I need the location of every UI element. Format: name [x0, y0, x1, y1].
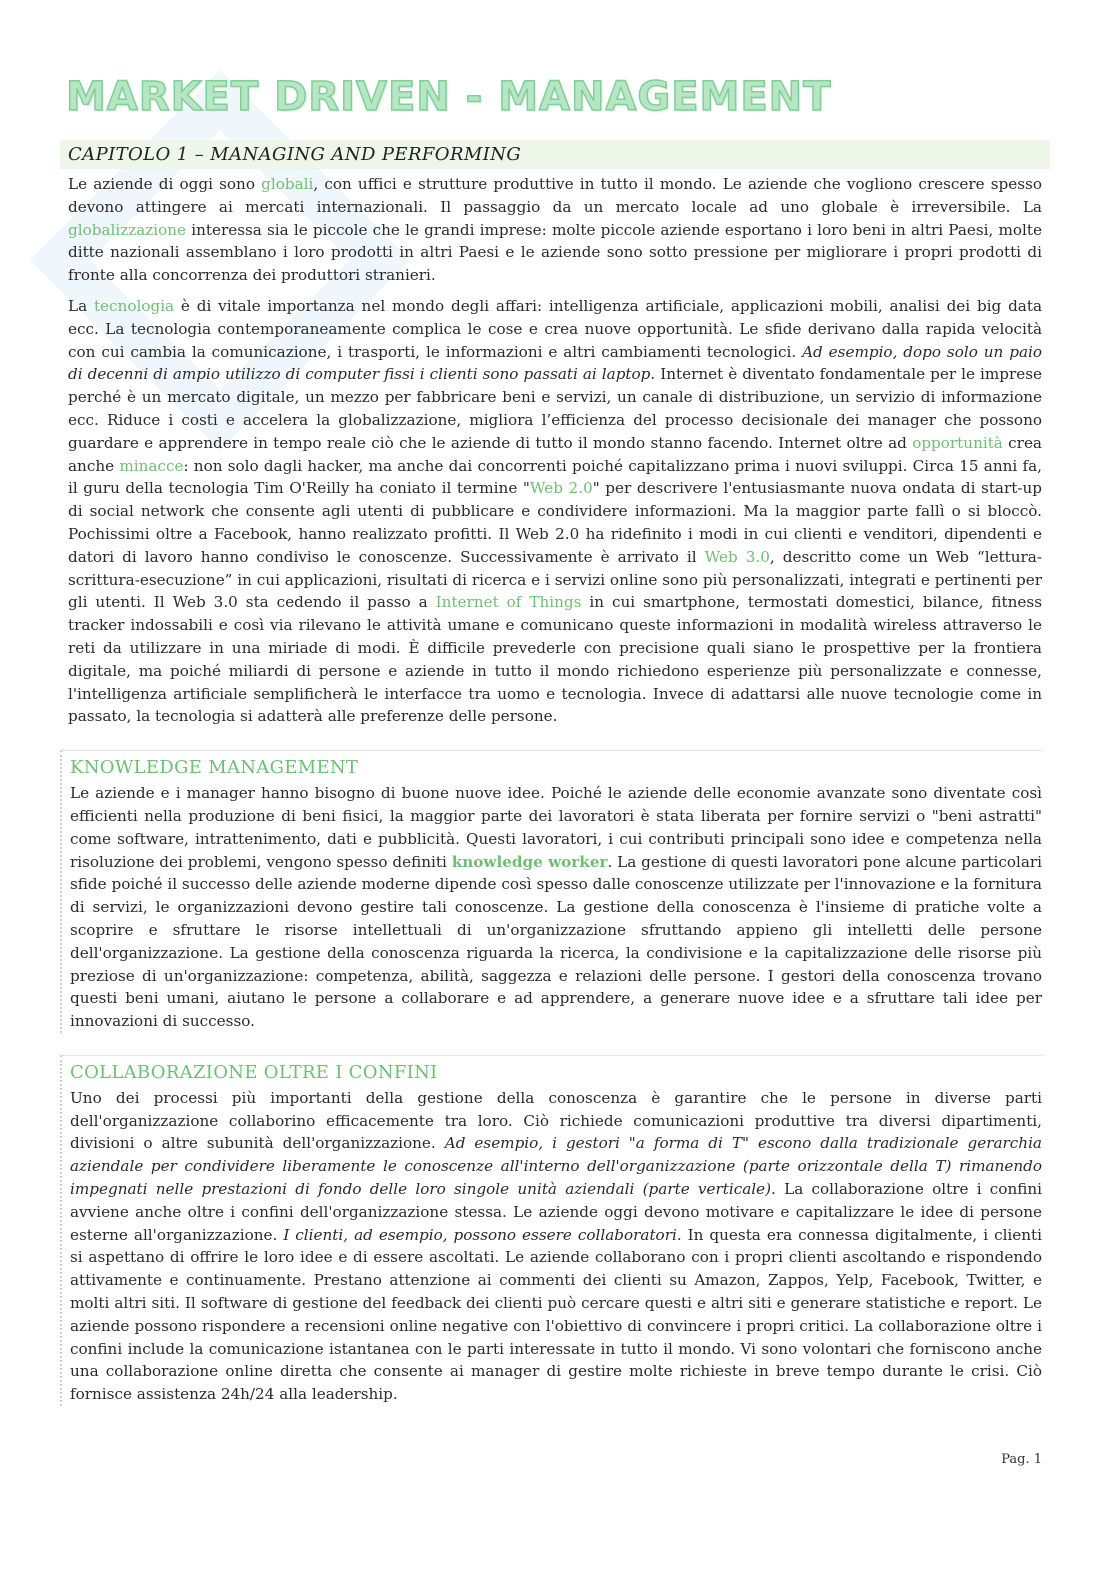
keyword-internet-of-things: Internet of Things — [435, 593, 582, 612]
section-knowledge-management — [60, 750, 1042, 1033]
keyword-knowledge-worker: knowledge worker — [451, 852, 608, 871]
document-body — [68, 140, 1042, 1414]
keyword-web-3: Web 3.0 — [704, 547, 770, 566]
intro-paragraph-globalization: Le aziende di oggi sono globali, con uffici e strutture produttive in tutto il mondo. Le aziende che vogliono crescere spesso devono attingere ai mercati internazionali. Il passaggio da un mercato locale ad uno globale è irreversibile. La globalizzazione interessa sia le piccole che le grandi imprese: molte piccole aziende esportano i loro beni in altri Paesi, molte ditte nazionali assemblano i loro prodotti in altri Paesi e le aziende sono sotto pressione per migliorare i propri prodotti di fronte alla concorrenza dei produttori stranieri. — [68, 175, 1042, 285]
keyword-globali: globali — [261, 175, 314, 193]
keyword-globalizzazione: globalizzazione — [68, 220, 187, 239]
section-collaborazione — [60, 1055, 1042, 1406]
chapter-heading: CAPITOLO 1 – MANAGING AND PERFORMING — [60, 140, 1050, 169]
keyword-minacce: minacce — [119, 456, 184, 475]
intro-paragraph-technology: La tecnologia è di vitale importanza nel mondo degli affari: intelligenza artificiale, applicazioni mobili, analisi dei big data ecc. La tecnologia contemporaneamente complica le cose e crea nuove opportunità. Le sfide derivano dalla rapida velocità con cui cambia la comunicazione, i trasporti, le informazioni e altri cambiamenti tecnologici. Ad esempio, dopo solo un paio di decenni di ampio utilizzo di computer fissi i clienti sono passati ai laptop. Internet è diventato fondamentale per le imprese perché è un mercato digitale, un mezzo per fabbricare beni e servizi, un canale di distribuzione, un servizio di informazione ecc. Riduce i costi e accelera la globalizzazione, migliora l’efficienza del processo decisionale dei manager che possono guardare e apprendere in tempo reale ciò che le aziende di tutto il mondo stanno facendo. Internet oltre ad opportunità crea anche minacce: non solo dagli hacker, ma anche dai concorrenti poiché capitalizzano prima i nuovi sviluppi. Circa 15 anni fa, il guru della tecnologia Tim O'Reilly ha coniato il termine "Web 2.0" per descrivere l'entusiasmante nuova ondata di start-up di social network che consente agli utenti di pubblicare e condividere informazioni. Ma la maggior parte fallì o si bloccò. Pochissimi oltre a Facebook, hanno realizzato profitti. Il Web 2.0 ha ridefinito i modi in cui clienti e venditori, dipendenti e datori di lavoro hanno condiviso le conoscenze. Successivamente è arrivato il Web 3.0, descritto come un Web “lettura-scrittura-esecuzione” in cui applicazioni, risultati di ricerca e i servizi online sono più personalizzati, integrati e pertinenti per gli utenti. Il Web 3.0 sta cedendo il passo a Internet of Things in cui smartphone, termostati domestici, bilance, fitness tracker indossabili e così via rilevano le attività umane e comunicano queste informazioni in modalità wireless attraverso le reti da utilizzare in una miriade di modi. È difficile prevederle con precisione quali siano le prospettive per la frontiera digitale, ma poiché miliardi di persone e aziende in tutto il mondo richiedono esperienze più personalizzate e connesse, l'intelligenza artificiale semplificherà le interfacce tra uomo e tecnologia. Invece di adattarsi alle nuove tecnologie come in passato, la tecnologia si adatterà alle preferenze delle persone. — [68, 296, 1043, 726]
document-title: MARKET DRIVEN - MANAGEMENT — [66, 74, 832, 120]
collab-paragraph: Uno dei processi più importanti della gestione della conoscenza è garantire che le persone in diverse parti dell'organizzazione collaborino efficacemente tra loro. Ciò richiede comunicazioni produttive tra diversi dipartimenti, divisioni o altre subunità dell'organizzazione. Ad esempio, i gestori "a forma di T" escono dalla tradizionale gerarchia aziendale per condividere liberamente le conoscenze all'interno dell'organizzazione (parte orizzontale della T) rimanendo impegnati nelle prestazioni di fondo delle loro singole unità aziendali (parte verticale). La collaborazione oltre i confini avviene anche oltre i confini dell'organizzazione stessa. Le aziende oggi devono motivare e capitalizzare le idee di persone esterne all'organizzazione. I clienti, ad esempio, possono essere collaboratori. In questa era connessa digitalmente, i clienti si aspettano di offrire le loro idee e di essere ascoltati. Le aziende collaborano con i propri clienti ascoltando e rispondendo attivamente e continuamente. Prestano attenzione ai commenti dei clienti su Amazon, Zappos, Yelp, Facebook, Twitter, e molti altri siti. Il software di gestione del feedback dei clienti può cercare questi e altri siti e generare statistiche e report. Le aziende possono rispondere a recensioni online negative con l'obiettivo di convincere i propri critici. La collaborazione oltre i confini include la comunicazione istantanea con le parti interessate in tutto il mondo. Vi sono volontari che forniscono anche una collaborazione online diretta che consente ai manager di gestire molte richieste in breve tempo durante le crisi. Ciò fornisce assistenza 24h/24 alla leadership. — [70, 1088, 1043, 1404]
section-heading: KNOWLEDGE MANAGEMENT — [70, 757, 359, 779]
example-clients: I clienti, ad esempio, possono essere collaboratori. — [283, 1225, 682, 1244]
keyword-tecnologia: tecnologia — [93, 296, 175, 315]
page-number: Pag. 1 — [1001, 1452, 1042, 1467]
example-laptop: Ad esempio, dopo solo un paio di decenni di ampio utilizzo di computer fissi i clienti sono passati ai laptop — [68, 342, 1042, 384]
section-heading: COLLABORAZIONE OLTRE I CONFINI — [70, 1061, 438, 1083]
example-t-shaped: Ad esempio, i gestori "a forma di T" escono dalla tradizionale gerarchia aziendale per condividere liberamente le conoscenze all'interno dell'organizzazione (parte orizzontale della T) rimanendo impegnati nelle prestazioni di fondo delle loro singole unità aziendali (parte verticale) — [70, 1134, 1042, 1199]
keyword-opportunita: opportunità — [912, 433, 1003, 452]
keyword-web-2: Web 2.0 — [529, 479, 593, 498]
knowledge-paragraph: Le aziende e i manager hanno bisogno di buone nuove idee. Poiché le aziende delle economie avanzate sono diventate così efficienti nella produzione di beni fisici, la maggior parte dei lavoratori è stata liberata per fornire servizi o "beni astratti" come software, intrattenimento, dati e pubblicità. Questi lavoratori, i cui contributi principali sono idee e competenza nella risoluzione dei problemi, vengono spesso definiti knowledge worker. La gestione di questi lavoratori pone alcune particolari sfide poiché il successo delle aziende moderne dipende così spesso dalle conoscenze utilizzate per l'innovazione e la fornitura di servizi, le organizzazioni devono gestire tali conoscenze. La gestione della conoscenza è l'insieme di pratiche volte a scoprire e sfruttare le risorse intellettuali di un'organizzazione sfruttando appieno gli intelletti delle persone dell'organizzazione. La gestione della conoscenza riguarda la ricerca, la condivisione e la capitalizzazione delle risorse più preziose di un'organizzazione: competenza, abilità, saggezza e relazioni delle persone. I gestori della conoscenza trovano questi beni umani, aiutano le persone a collaborare e ad apprendere, a generare nuove idee e a sfruttare tali idee per innovazioni di successo. — [70, 784, 1043, 1031]
